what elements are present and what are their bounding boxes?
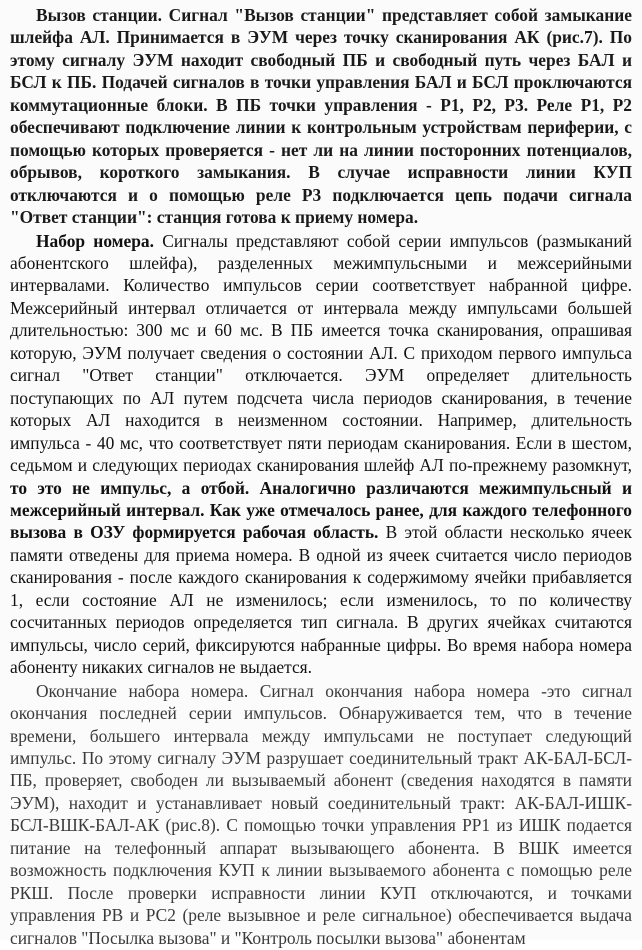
paragraph-dialing-end: Окончание набора номера. Сигнал окончания набора номера -это сигнал окончания последней серии импульсов. Обнаруживается тем, что в течение времени, большего интервала между импульсами не поступает следующий импульс. По этому сигналу ЭУМ разрушает соединительный тракт АК-БАЛ-БСЛ-ПБ, проверяет, свободен ли вызываемый абонент (сведения находятся в памяти ЭУМ), находит и устанавливает новый соединительный тракт: АК-БАЛ-ИШК-БСЛ-ВШК-БАЛ-АК (рис.8). С помощью точки управления РР1 из ИШК подается питание на телефонный аппарат вызывающего абонента. В ВШК имеется возможность подключения КУП к линии вызываемого абонента с помощью реле РКШ. После проверки исправности линии КУП отключаются, и точками управления РВ и РС2 (реле вызывное и реле сигнальное) обеспечивается выдача сигналов "Посылка вызова" и "Контроль посылки вызова" абонентам bbox=[10, 680, 632, 948]
paragraph-emphasis: то это не импульс, а отбой. Аналогично различаются межимпульсный и межсерийный интервал. Как уже отмечалось ранее, для каждого телефонного вызова в ОЗУ формируется рабочая область. bbox=[10, 477, 632, 543]
paragraph-text: Сигналы представляют собой серии импульсов (размыканий абонентского шлейфа), разделенных межимпульсными и межсерийными интервалами. Количество импульсов серии соответствует набранной цифре. Межсерийный интервал отличается от интервала между импульсами большей длительностью: 300 мс и 60 мс. В ПБ имеется точка сканирования, опрашивая которую, ЭУМ получает сведения о состоянии АЛ. С приходом первого импульса сигнал "Ответ станции" отключается. ЭУМ определяет длительность поступающих по АЛ путем подсчета числа периодов сканирования, в течение которых АЛ находится в неизменном состоянии. Например, длительность импульса - 40 мс, что соответствует пяти периодам сканирования. Если в шестом, седьмом и следующих периодах сканирования шлейф АЛ по-прежнему разомкнут, bbox=[10, 230, 632, 476]
document-body bbox=[10, 4, 632, 950]
paragraph-text: В этой области несколько ячеек памяти отведены для приема номера. В одной из ячеек считается число периодов сканирования - после каждого сканирования к содержимому ячейки прибавляется 1, если состояние АЛ не изменилось; если изменилось, то по количеству сосчитанных периодов определяется тип сигнала. В других ячейках считаются импульсы, число серий, фиксируются набранные цифры. Во время набора номера абоненту никаких сигналов не выдается. bbox=[10, 522, 632, 678]
paragraph-lead: Набор номера. bbox=[36, 230, 154, 251]
paragraph-station-call: Вызов станции. Сигнал "Вызов станции" представляет собой замыкание шлейфа АЛ. Принимается в ЭУМ через точку сканирования АК (рис.7). По этому сигналу ЭУМ находит свободный ПБ и свободный путь через БАЛ и БСЛ к ПБ. Подачей сигналов в точки управления БАЛ и БСЛ проключаются коммутационные блоки. В ПБ точки управления - Р1, Р2, Р3. Реле Р1, Р2 обеспечивают подключение линии к контрольным устройствам периферии, с помощью которых проверяется - нет ли на линии посторонних потенциалов, обрывов, короткого замыкания. В случае исправности линии КУП отключаются и о помощью реле Р3 подключается цепь подачи сигнала "Ответ станции": станция готова к приему номера. bbox=[10, 5, 632, 228]
paragraph-number-dialing bbox=[10, 230, 632, 679]
